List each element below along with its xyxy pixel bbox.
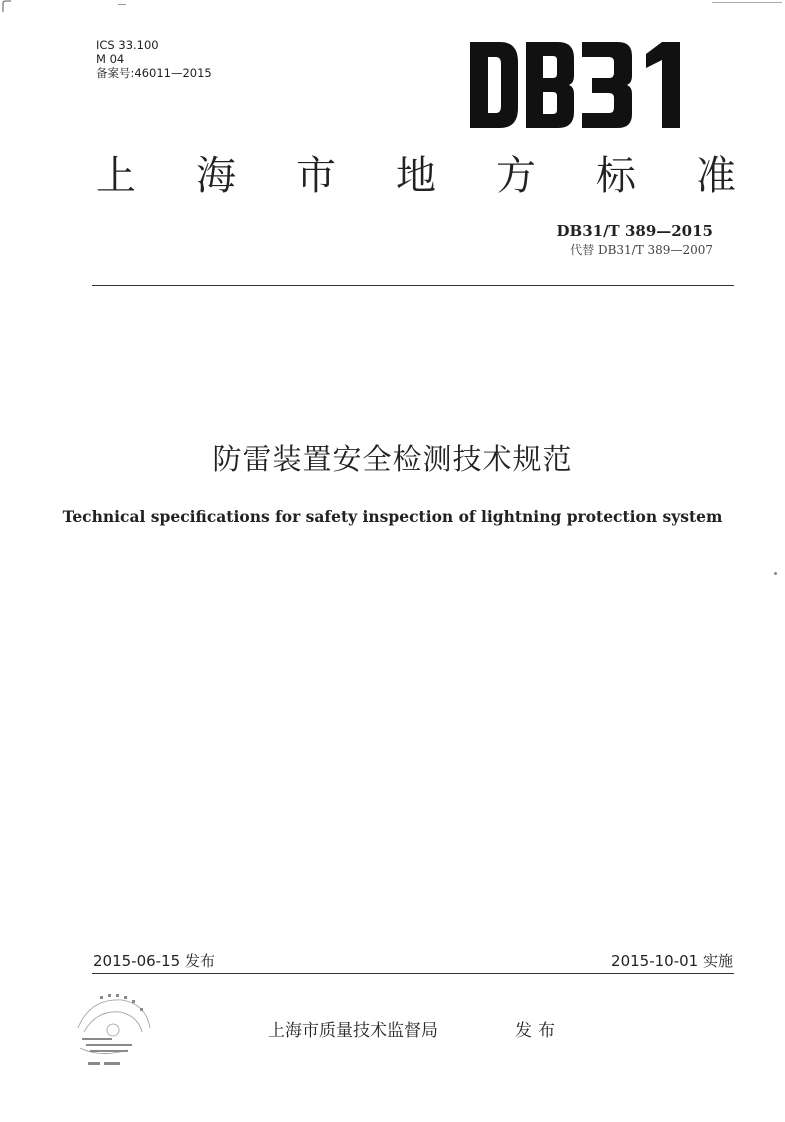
issue-label: 发布	[515, 1021, 561, 1041]
document-title-english: Technical specifications for safety inspection of lightning protection system	[62, 507, 723, 526]
corner-crop-mark	[2, 0, 12, 12]
implement-date: 2015-10-01 实施	[611, 952, 733, 970]
scan-edge-line	[712, 2, 782, 3]
filing-number: 备案号:46011—2015	[96, 66, 212, 80]
standard-type-heading	[96, 150, 736, 202]
scan-dash	[118, 4, 126, 5]
standard-type-char: 地	[396, 153, 436, 199]
publish-date: 2015-06-15 发布	[93, 952, 215, 970]
class-code: M 04	[96, 52, 125, 66]
standard-type-char: 上	[96, 153, 136, 199]
footer-divider	[92, 973, 734, 974]
scan-speck	[774, 572, 777, 575]
standard-type-char: 市	[296, 153, 336, 199]
db31-logo	[470, 40, 692, 130]
standard-type-char: 准	[696, 153, 736, 199]
standard-type-char: 方	[496, 153, 536, 199]
classification-block	[96, 38, 212, 80]
ics-code: ICS 33.100	[96, 38, 159, 52]
header-divider	[92, 285, 734, 286]
replaced-standard: 代替 DB31/T 389—2007	[570, 243, 713, 257]
seal-stamp	[70, 988, 156, 1078]
standard-number: DB31/T 389—2015	[556, 222, 713, 240]
issuing-authority: 上海市质量技术监督局	[268, 1021, 438, 1041]
standard-type-char: 海	[196, 153, 236, 199]
document-title-chinese: 防雷装置安全检测技术规范	[212, 442, 573, 476]
standard-code-block	[557, 222, 713, 258]
standard-type-char: 标	[596, 153, 636, 199]
